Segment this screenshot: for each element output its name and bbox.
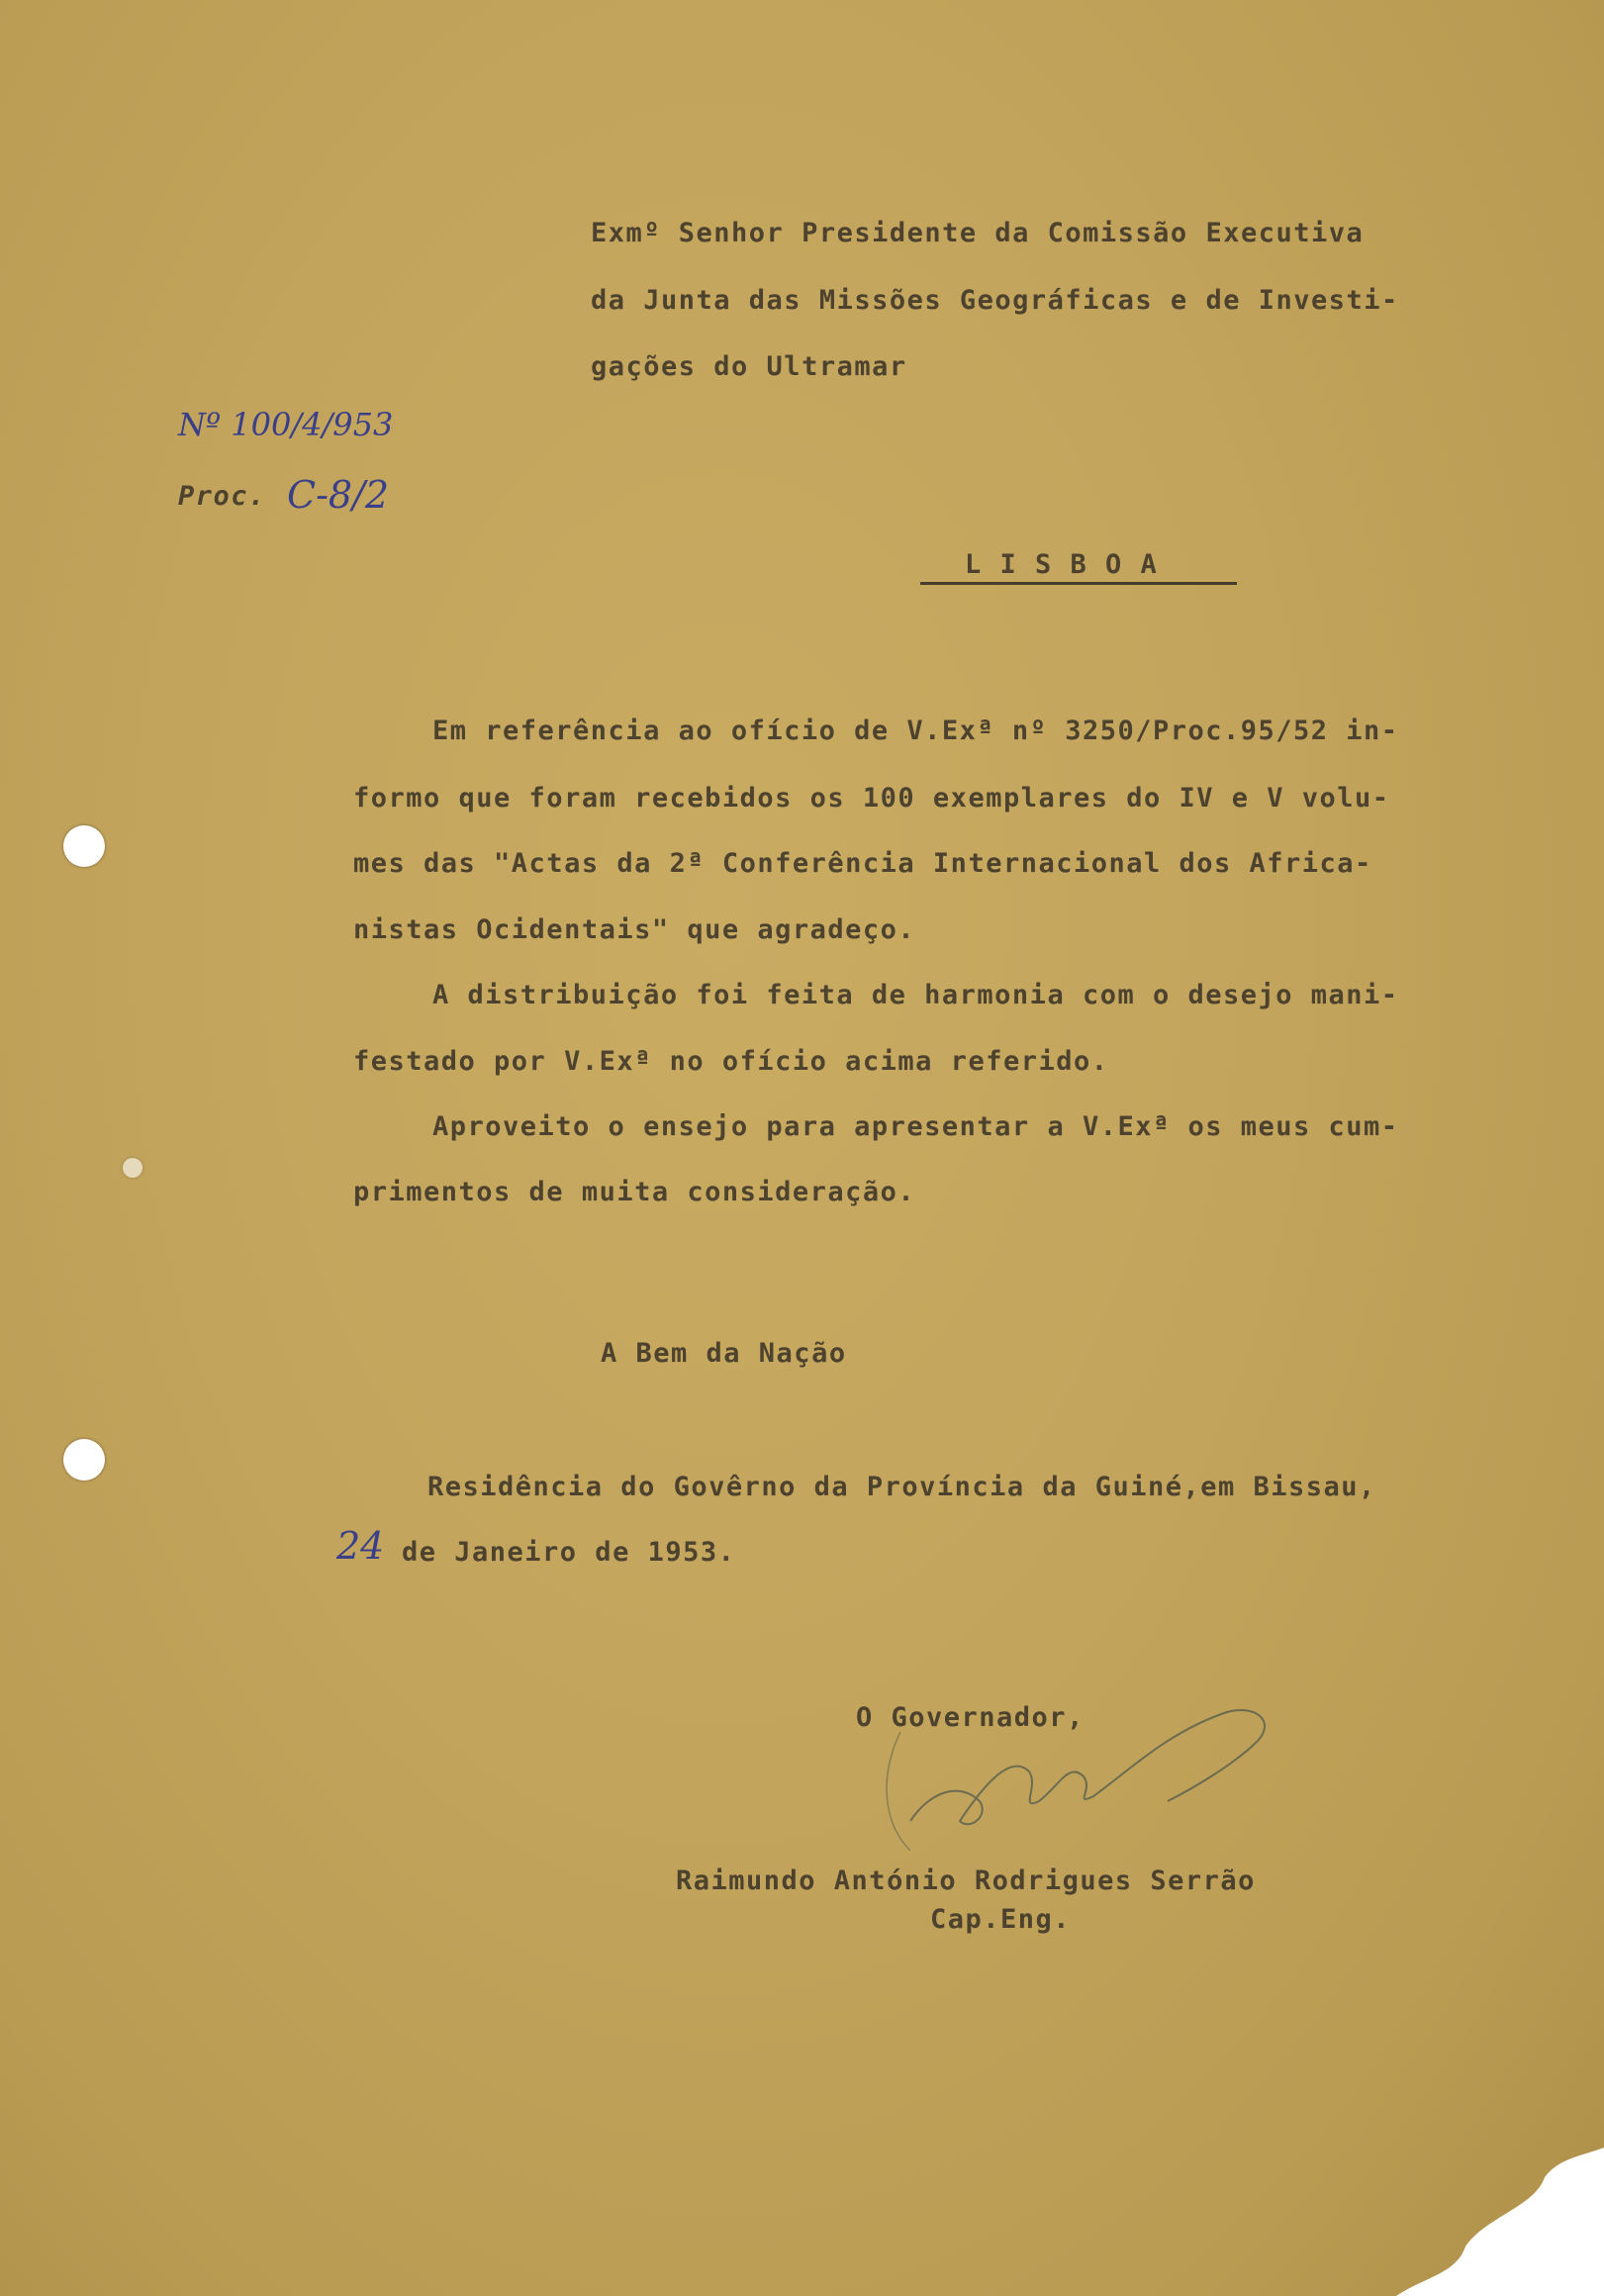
signatory-rank: Cap.Eng.	[930, 1904, 1072, 1935]
body-p3-line-1: Aproveito o ensejo para apresentar a V.Exª os meus cum-	[432, 1111, 1399, 1142]
handwritten-signature	[871, 1692, 1286, 1870]
body-p1-line-4: nistas Ocidentais" que agradeço.	[353, 914, 916, 945]
date-rest: de Janeiro de 1953.	[402, 1537, 736, 1568]
body-p3-line-2: primentos de muita consideração.	[353, 1177, 916, 1207]
proc-label: Proc.	[178, 481, 266, 512]
date-day-handwritten: 24	[336, 1524, 385, 1568]
city-heading: L I S B O A	[965, 549, 1159, 580]
body-p2-line-1: A distribuição foi feita de harmonia com o desejo mani-	[432, 980, 1399, 1010]
body-p1-line-1: Em referência ao ofício de V.Exª nº 3250/Proc.95/52 in-	[432, 716, 1399, 746]
city-underline	[920, 582, 1237, 585]
punch-hole-small	[123, 1158, 142, 1178]
addressee-line-1: Exmº Senhor Presidente da Comissão Executiva	[591, 218, 1365, 248]
addressee-line-3: gações do Ultramar	[591, 351, 907, 382]
punch-hole-bottom	[63, 1439, 105, 1481]
body-p1-line-3: mes das "Actas da 2ª Conferência Internacional dos Africa-	[353, 848, 1372, 879]
body-p1-line-2: formo que foram recebidos os 100 exemplares do IV e V volu-	[353, 783, 1390, 813]
reference-number: Nº 100/4/953	[178, 406, 394, 443]
torn-corner	[1396, 2148, 1604, 2296]
body-p2-line-2: festado por V.Exª no ofício acima referido.	[353, 1046, 1109, 1077]
place-line: Residência do Govêrno da Província da Guiné,em Bissau,	[427, 1472, 1376, 1502]
punch-hole-top	[63, 825, 105, 867]
proc-value: C-8/2	[287, 473, 390, 517]
signature-title: O Governador,	[856, 1702, 1085, 1733]
addressee-line-2: da Junta das Missões Geográficas e de Investi-	[591, 285, 1399, 316]
closing-salutation: A Bem da Nação	[601, 1338, 847, 1369]
signatory-name: Raimundo António Rodrigues Serrão	[676, 1866, 1256, 1896]
